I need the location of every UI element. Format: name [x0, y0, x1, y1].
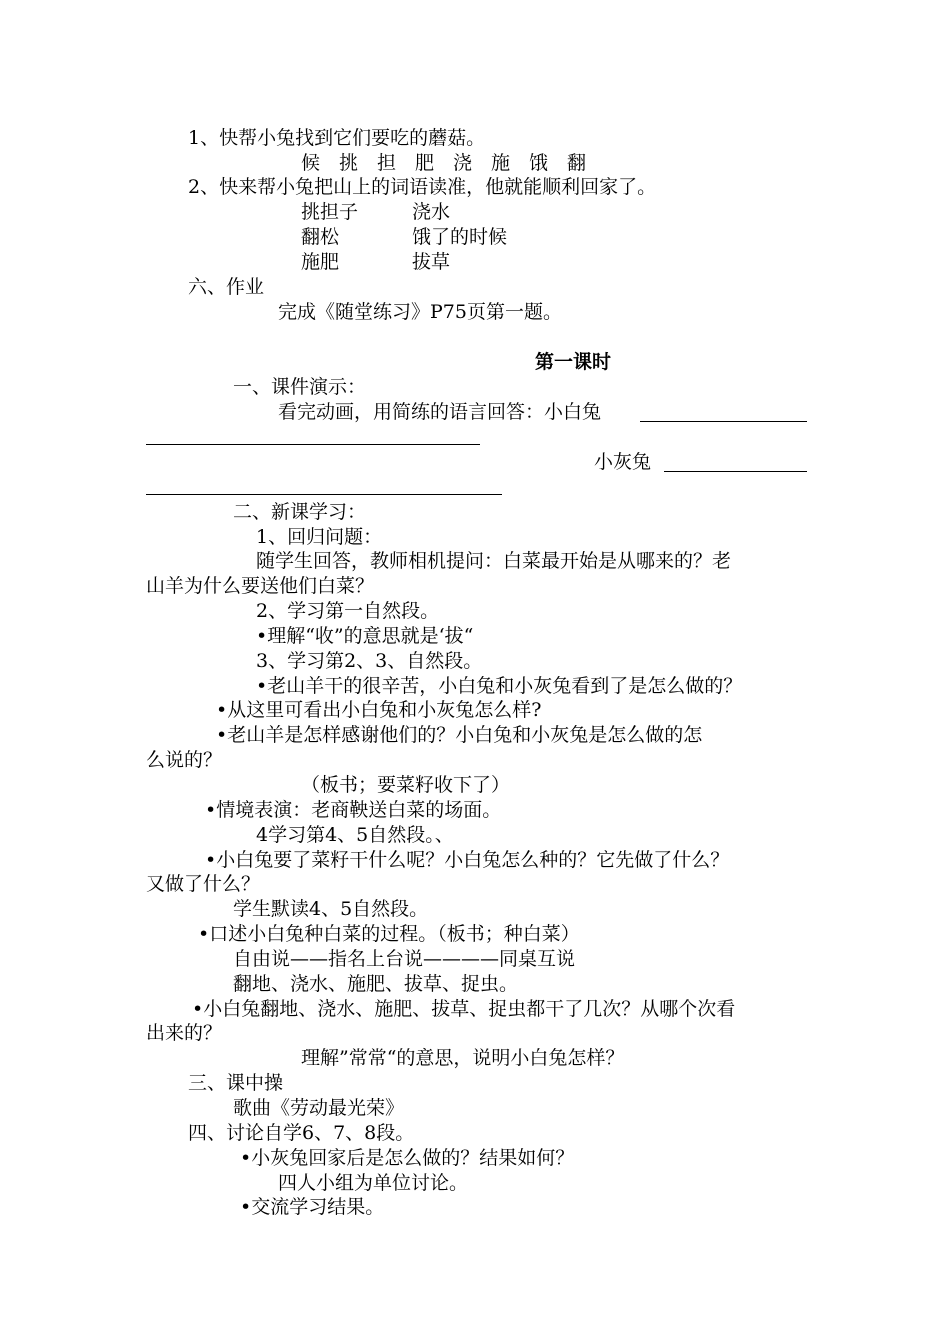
exercise-2: 2、快来帮小兔把山上的词语读准，他就能顺利回家了。: [188, 176, 657, 198]
step-1-text-b: 山羊为什么要送他们白菜？: [146, 575, 375, 597]
word-jiaoshui: 浇水: [412, 201, 451, 223]
lesson-title: 第一课时: [535, 351, 612, 373]
count-bullet-a: •小白兔翻地、浇水、施肥、拔草、捉虫都干了几次？从哪个次看: [192, 998, 736, 1020]
retell-bullet: •口述小白兔种白菜的过程。（板书；种白菜）: [198, 923, 580, 945]
song-title: 歌曲《劳动最光荣》: [233, 1097, 405, 1119]
step-3-bullet-3b: 么说的？: [146, 749, 223, 771]
discussion-modes: 自由说——指名上台说————同桌互说: [233, 948, 576, 970]
prompt-grey-rabbit: 小灰兔: [594, 451, 652, 473]
discussion-bullet-1: •小灰兔回家后是怎么做的？结果如何？: [240, 1147, 575, 1169]
section-courseware: 一、课件演示：: [233, 376, 367, 398]
exercise-1: 1、快帮小兔找到它们要吃的蘑菇。: [188, 127, 486, 149]
roleplay-bullet: •情境表演：老商鞅送白菜的场面。: [205, 799, 502, 821]
step-3: 3、学习第2、3、自然段。: [256, 650, 483, 672]
answer-blank-grey-rabbit: [664, 471, 807, 472]
word-tiaodanzi: 挑担子: [301, 201, 359, 223]
group-discussion: 四人小组为单位讨论。: [278, 1172, 469, 1194]
step-4-bullet-a: •小白兔要了菜籽干什么呢？小白兔怎么种的？它先做了什么？: [205, 849, 730, 871]
answer-blank-white-rabbit-cont: [146, 444, 480, 445]
courseware-prompt: 看完动画，用简练的语言回答：小白兔: [278, 401, 602, 423]
step-3-bullet-1: •老山羊干的很辛苦，小白兔和小灰兔看到了是怎么做的？: [256, 675, 743, 697]
answer-blank-white-rabbit: [640, 421, 807, 422]
word-bacao: 拔草: [412, 251, 451, 273]
step-4-bullet-b: 又做了什么？: [146, 873, 261, 895]
step-2: 2、学习第一自然段。: [256, 600, 440, 622]
farming-steps: 翻地、浇水、施肥、拔草、捉虫。: [233, 973, 519, 995]
word-fansong: 翻松: [301, 226, 340, 248]
step-1-text-a: 随学生回答，教师相机提问：白菜最开始是从哪来的？老: [256, 550, 732, 572]
word-ele: 饿了的时候: [412, 226, 508, 248]
section-discussion: 四、讨论自学6、7、8段。: [188, 1122, 415, 1144]
step-2-bullet: •理解“收”的意思就是‘拔“: [256, 625, 474, 647]
step-3-bullet-2: •从这里可看出小白兔和小灰兔怎么样?: [216, 699, 542, 721]
discussion-bullet-2: •交流学习结果。: [240, 1196, 385, 1218]
homework-text: 完成《随堂练习》P75页第一题。: [278, 301, 562, 323]
mushroom-characters: 候 挑 担 肥 浇 施 饿 翻: [301, 152, 587, 174]
silent-reading: 学生默读4、5自然段。: [233, 898, 429, 920]
word-shifei: 施肥: [301, 251, 340, 273]
section-homework: 六、作业: [188, 276, 265, 298]
understand-changchang: 理解”常常“的意思，说明小白兔怎样？: [301, 1047, 625, 1069]
section-break-exercise: 三、课中操: [188, 1072, 284, 1094]
step-1: 1、回归问题：: [256, 526, 383, 548]
board-note-1: （板书；要菜籽收下了）: [301, 774, 511, 796]
section-new-lesson: 二、新课学习：: [233, 501, 367, 523]
step-3-bullet-3a: •老山羊是怎样感谢他们的？小白兔和小灰兔是怎么做的怎: [216, 724, 703, 746]
answer-blank-grey-rabbit-cont: [146, 494, 502, 495]
count-bullet-b: 出来的？: [146, 1022, 223, 1044]
step-4: 4学习第4、5自然段。、: [256, 824, 454, 846]
